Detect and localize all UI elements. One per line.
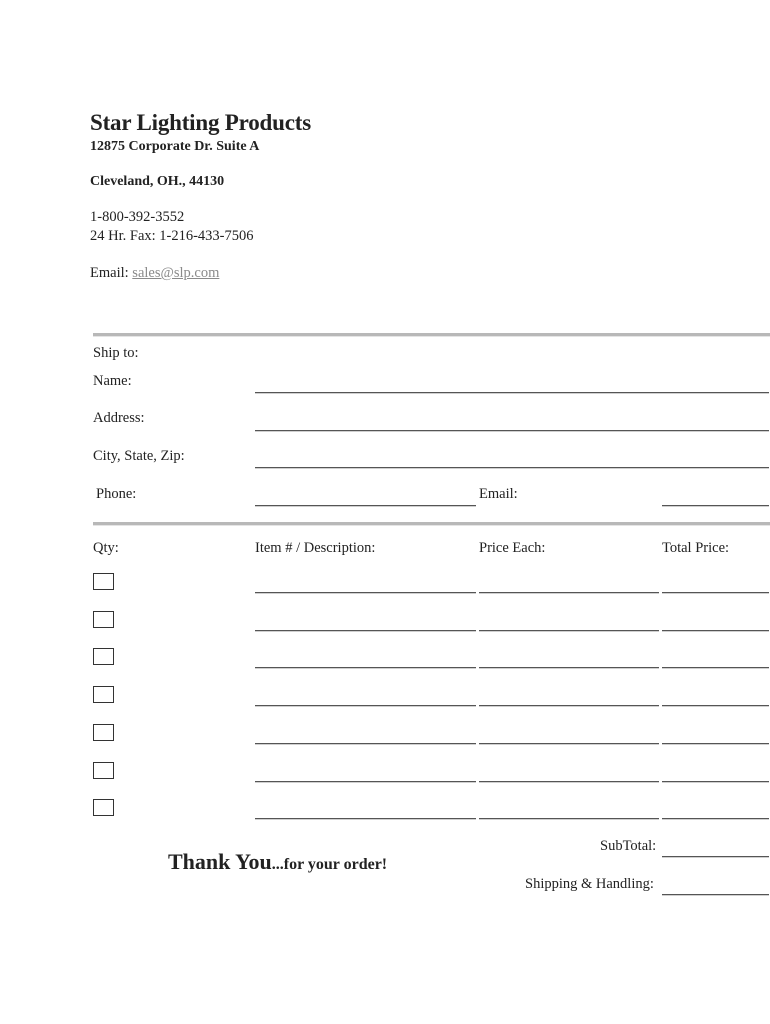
total-price-line[interactable]	[662, 781, 769, 783]
total-price-line[interactable]	[662, 705, 769, 707]
price-each-line[interactable]	[479, 592, 659, 594]
item-description-line[interactable]	[255, 630, 476, 632]
total-price-line[interactable]	[662, 630, 769, 632]
total-price-header: Total Price:	[662, 540, 730, 556]
price-each-line[interactable]	[479, 818, 659, 820]
phone-label: Phone:	[96, 486, 137, 502]
address-line-1: 12875 Corporate Dr. Suite A	[90, 139, 260, 154]
price-each-line[interactable]	[479, 705, 659, 707]
subtotal-label: SubTotal:	[600, 838, 657, 854]
ship-email-field-line[interactable]	[662, 505, 769, 507]
fax-number: 24 Hr. Fax: 1-216-433-7506	[90, 228, 254, 244]
price-each-line[interactable]	[479, 630, 659, 632]
total-price-line[interactable]	[662, 743, 769, 745]
ship-email-label: Email:	[479, 486, 518, 502]
price-each-line[interactable]	[479, 743, 659, 745]
address-line-2: Cleveland, OH., 44130	[90, 174, 225, 189]
phone-number: 1-800-392-3552	[90, 209, 185, 225]
item-description-header: Item # / Description:	[255, 540, 376, 556]
total-price-line[interactable]	[662, 818, 769, 820]
item-description-line[interactable]	[255, 592, 476, 594]
total-price-line[interactable]	[662, 667, 769, 669]
item-description-line[interactable]	[255, 705, 476, 707]
price-each-header: Price Each:	[479, 540, 546, 556]
section-divider-top	[93, 333, 770, 337]
email-link[interactable]: sales@slp.com	[132, 265, 220, 281]
subtotal-field-line[interactable]	[662, 856, 769, 858]
company-name: Star Lighting Products	[90, 110, 311, 135]
qty-checkbox[interactable]	[93, 762, 114, 779]
item-description-line[interactable]	[255, 781, 476, 783]
city-state-zip-field-line[interactable]	[255, 467, 769, 469]
qty-checkbox[interactable]	[93, 648, 114, 665]
qty-checkbox[interactable]	[93, 724, 114, 741]
email-row	[90, 265, 219, 282]
phone-field-line[interactable]	[255, 505, 476, 507]
name-field-line[interactable]	[255, 392, 769, 394]
thank-you-message	[168, 849, 387, 875]
address-field-line[interactable]	[255, 430, 769, 432]
price-each-line[interactable]	[479, 667, 659, 669]
for-your-order-text: ...for your order!	[271, 856, 388, 873]
price-each-line[interactable]	[479, 781, 659, 783]
qty-header: Qty:	[93, 540, 119, 556]
qty-checkbox[interactable]	[93, 686, 114, 703]
item-description-line[interactable]	[255, 667, 476, 669]
qty-checkbox[interactable]	[93, 799, 114, 816]
item-description-line[interactable]	[255, 743, 476, 745]
shipping-handling-field-line[interactable]	[662, 894, 769, 896]
shipping-handling-label: Shipping & Handling:	[525, 876, 654, 892]
section-divider-middle	[93, 522, 770, 526]
address-label: Address:	[93, 410, 145, 426]
name-label: Name:	[93, 373, 132, 389]
qty-checkbox[interactable]	[93, 573, 114, 590]
item-description-line[interactable]	[255, 818, 476, 820]
qty-checkbox[interactable]	[93, 611, 114, 628]
total-price-line[interactable]	[662, 592, 769, 594]
email-label: Email:	[90, 265, 129, 281]
city-state-zip-label: City, State, Zip:	[93, 448, 185, 464]
ship-to-heading: Ship to:	[93, 345, 139, 361]
thank-you-text: Thank You	[168, 849, 272, 874]
